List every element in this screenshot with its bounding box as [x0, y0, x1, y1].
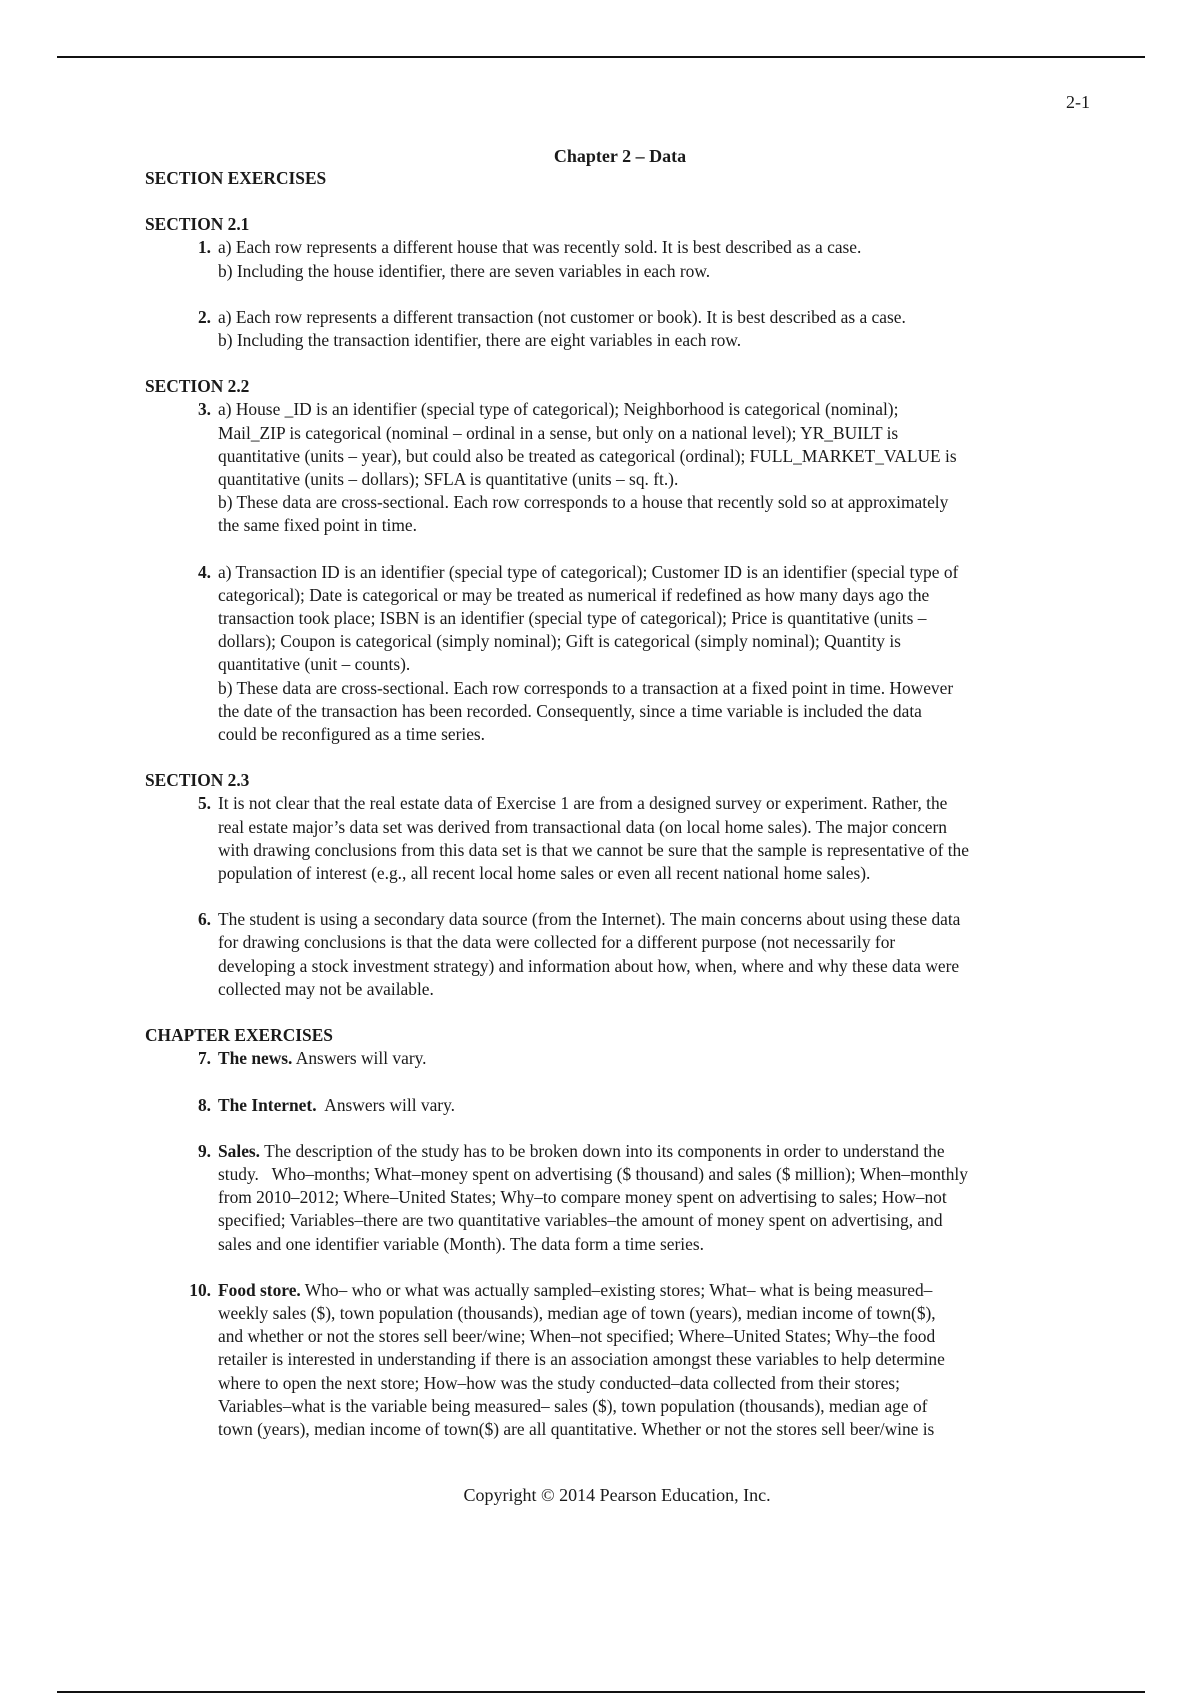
exercise-number: 2.	[197, 306, 211, 327]
exercise-line: sales and one identifier variable (Month). The data form a time series.	[218, 1233, 704, 1254]
exercise-line: and whether or not the stores sell beer/wine; When–not specified; Where–United States; Why–the food	[218, 1326, 936, 1347]
exercise-line: where to open the next store; How–how was the study conducted–data collected from their stores;	[218, 1372, 900, 1393]
exercise-6	[145, 908, 1095, 1001]
exercise-line: a) Each row represents a different house that was recently sold. It is best described as a case.	[218, 237, 862, 258]
exercise-title: Food store.	[218, 1279, 301, 1300]
exercise-number: 7.	[197, 1048, 211, 1069]
exercise-line: b) Including the transaction identifier, there are eight variables in each row.	[218, 330, 742, 351]
exercise-line: quantitative (units – year), but could also be treated as categorical (ordinal); FULL_MARKET_VALUE is	[218, 445, 957, 466]
exercise-title: The Internet.	[218, 1094, 317, 1115]
exercise-number: 1.	[197, 237, 211, 258]
exercise-line: a) Transaction ID is an identifier (special type of categorical); Customer ID is an identifier (special type of	[218, 561, 959, 582]
exercise-2	[145, 306, 1095, 352]
exercise-5	[145, 792, 1095, 885]
exercise-9	[145, 1140, 1095, 1256]
exercise-line: study. Who–months; What–money spent on advertising ($ thousand) and sales ($ million); When–monthly	[218, 1163, 968, 1184]
top-rule	[57, 56, 1145, 58]
exercise-4	[145, 561, 1095, 747]
exercise-line: town (years), median income of town($) are all quantitative. Whether or not the stores sell beer/wine is	[218, 1418, 935, 1439]
section-exercises-heading: SECTION EXERCISES	[145, 168, 327, 188]
exercise-number: 8.	[197, 1094, 211, 1115]
exercise-text: Answers will vary.	[292, 1048, 427, 1069]
chapter-title: Chapter 2 – Data	[553, 146, 687, 166]
exercise-line: b) Including the house identifier, there are seven variables in each row.	[218, 260, 711, 281]
exercise-line: The description of the study has to be broken down into its components in order to understand the	[260, 1140, 945, 1161]
exercise-line: Variables–what is the variable being measured– sales ($), town population (thousands), median age of	[218, 1395, 928, 1416]
exercise-text: Answers will vary.	[316, 1094, 456, 1115]
exercise-7	[145, 1047, 1095, 1070]
copyright-footer: Copyright © 2014 Pearson Education, Inc.	[463, 1485, 771, 1505]
exercise-line: The student is using a secondary data source (from the Internet). The main concerns about using these data	[218, 909, 961, 930]
exercise-number: 9.	[197, 1140, 211, 1161]
exercise-line: Mail_ZIP is categorical (nominal – ordinal in a sense, but only on a national level); YR_BUILT is	[218, 422, 899, 443]
section-2-2-heading: SECTION 2.2	[145, 376, 250, 397]
exercise-number: 6.	[197, 909, 211, 930]
document-body	[145, 167, 1095, 1441]
section-2-1-heading: SECTION 2.1	[145, 214, 250, 235]
page-number: 2-1	[1066, 92, 1090, 112]
section-2-3-heading: SECTION 2.3	[145, 770, 250, 791]
exercise-line: for drawing conclusions is that the data were collected for a different purpose (not necessarily for	[218, 932, 896, 953]
exercise-number: 10.	[189, 1279, 211, 1300]
exercise-line: the same fixed point in time.	[218, 515, 417, 536]
exercise-number: 3.	[197, 399, 211, 420]
exercise-line: transaction took place; ISBN is an identifier (special type of categorical); Price is quantitative (units –	[218, 608, 927, 629]
exercise-line: categorical); Date is categorical or may be treated as numerical if redefined as how many days ago the	[218, 584, 930, 605]
exercise-line: collected may not be available.	[218, 978, 434, 999]
exercise-line: population of interest (e.g., all recent local home sales or even all recent national home sales).	[218, 863, 871, 884]
exercise-line: specified; Variables–there are two quantitative variables–the amount of money spent on advertising, and	[218, 1210, 943, 1231]
exercise-title: Sales.	[218, 1140, 261, 1161]
exercise-10	[145, 1279, 1095, 1441]
exercise-line: dollars); Coupon is categorical (simply nominal); Gift is categorical (simply nominal); Quantity is	[218, 631, 901, 652]
exercise-line: b) These data are cross-sectional. Each row corresponds to a transaction at a fixed point in time. However	[218, 677, 954, 698]
exercise-line: quantitative (units – dollars); SFLA is quantitative (units – sq. ft.).	[218, 469, 679, 490]
exercise-number: 4.	[197, 561, 211, 582]
exercise-8	[145, 1094, 1095, 1117]
exercise-line: retailer is interested in understanding if there is an association amongst these variables to help determine	[218, 1349, 945, 1370]
exercise-line: quantitative (unit – counts).	[218, 654, 411, 675]
exercise-line: weekly sales ($), town population (thousands), median age of town (years), median income of town($),	[218, 1302, 936, 1323]
exercise-line: real estate major’s data set was derived from transactional data (on local home sales). The major concern	[218, 816, 947, 837]
chapter-exercises-heading: CHAPTER EXERCISES	[145, 1025, 333, 1046]
bottom-rule	[57, 1691, 1145, 1693]
exercise-line: It is not clear that the real estate data of Exercise 1 are from a designed survey or experiment. Rather, the	[218, 793, 948, 814]
exercise-title: The news.	[218, 1048, 293, 1069]
exercise-line: the date of the transaction has been recorded. Consequently, since a time variable is included the data	[218, 700, 922, 721]
exercise-line: with drawing conclusions from this data set is that we cannot be sure that the sample is representative of the	[218, 839, 969, 860]
exercise-line: b) These data are cross-sectional. Each row corresponds to a house that recently sold so at approximately	[218, 492, 949, 513]
exercise-line: Who– who or what was actually sampled–existing stores; What– what is being measured–	[300, 1279, 933, 1300]
exercise-number: 5.	[197, 793, 211, 814]
exercise-line: developing a stock investment strategy) and information about how, when, where and why these data were	[218, 955, 960, 976]
exercise-3	[145, 398, 1095, 537]
exercise-1	[145, 236, 1095, 282]
exercise-line: a) House _ID is an identifier (special type of categorical); Neighborhood is categorical (nominal);	[218, 399, 899, 420]
exercise-line: a) Each row represents a different transaction (not customer or book). It is best described as a case.	[218, 306, 906, 327]
exercise-line: could be reconfigured as a time series.	[218, 724, 486, 745]
exercise-line: from 2010–2012; Where–United States; Why–to compare money spent on advertising to sales; How–not	[218, 1187, 947, 1208]
